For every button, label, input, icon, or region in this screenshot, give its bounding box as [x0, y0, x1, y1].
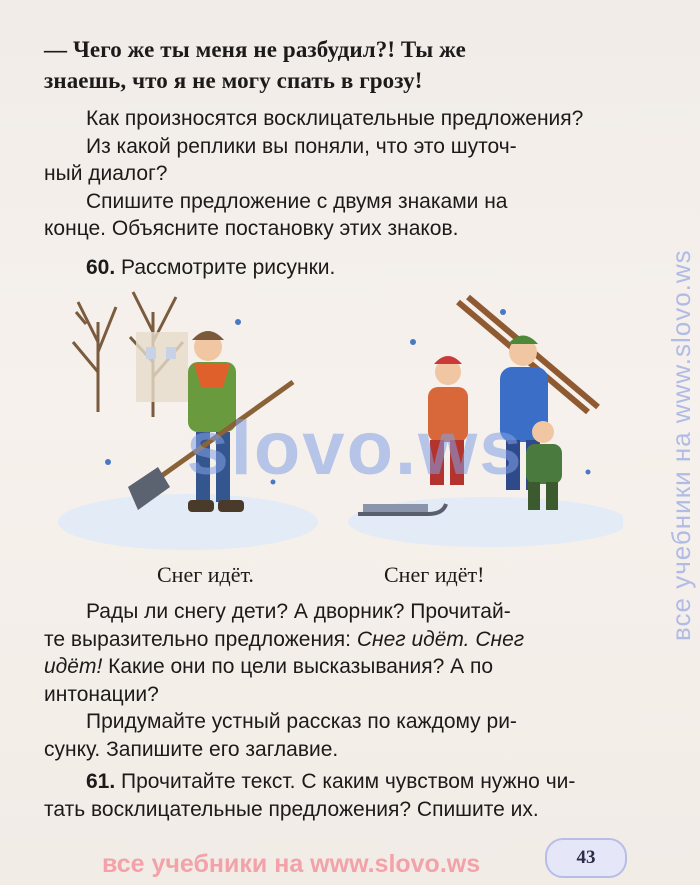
discussion-line: Придумайте устный рассказ по каждому ри-: [86, 710, 517, 733]
discussion-line: Рады ли снегу дети? А дворник? Прочитай-: [86, 600, 511, 623]
exercise-text: Рассмотрите рисунки.: [121, 256, 336, 279]
caption-left: Снег идёт.: [157, 562, 254, 587]
dialogue-line: знаешь, что я не могу спать в грозу!: [44, 68, 423, 93]
exercise-number: 61.: [86, 770, 116, 793]
center-watermark: slovo.ws: [186, 406, 524, 491]
exercise-60-heading: [44, 254, 640, 282]
question-line: Спишите предложение с двумя знаками на: [86, 189, 508, 213]
discussion-line: интонации?: [44, 682, 159, 706]
exercise-61: [44, 768, 640, 823]
question-line: ный диалог?: [44, 162, 168, 185]
discussion-text: Какие они по цели высказывания? А по: [102, 655, 494, 678]
question-line: Из какой реплики вы поняли, что это шуточ-: [86, 134, 517, 158]
discussion-text: те выразительно предложения:: [44, 627, 357, 651]
dialogue-text: [44, 34, 644, 96]
example-sentence: Снег идёт. Снег: [356, 627, 525, 651]
questions-block: [44, 105, 640, 243]
question-line: Как произносятся восклицательные предложения?: [86, 107, 584, 130]
caption-right: Снег идёт!: [384, 562, 485, 587]
exercise-text: Прочитайте текст. С каким чувством нужно чи-: [115, 770, 576, 793]
dialogue-line: — Чего же ты меня не разбудил?! Ты же: [44, 37, 466, 62]
side-watermark: все учебники на www.slovo.ws: [666, 249, 696, 641]
example-sentence: идёт!: [44, 655, 103, 678]
discussion-line: сунку. Запишите его заглавие.: [44, 737, 339, 761]
page-number: 43: [545, 838, 627, 878]
question-line: конце. Объясните постановку этих знаков.: [44, 217, 459, 240]
bottom-watermark: все учебники на www.slovo.ws: [102, 850, 481, 878]
exercise-text: тать восклицательные предложения? Спишите их.: [44, 797, 539, 821]
discussion-block: [44, 598, 640, 763]
exercise-number: 60.: [86, 256, 116, 279]
